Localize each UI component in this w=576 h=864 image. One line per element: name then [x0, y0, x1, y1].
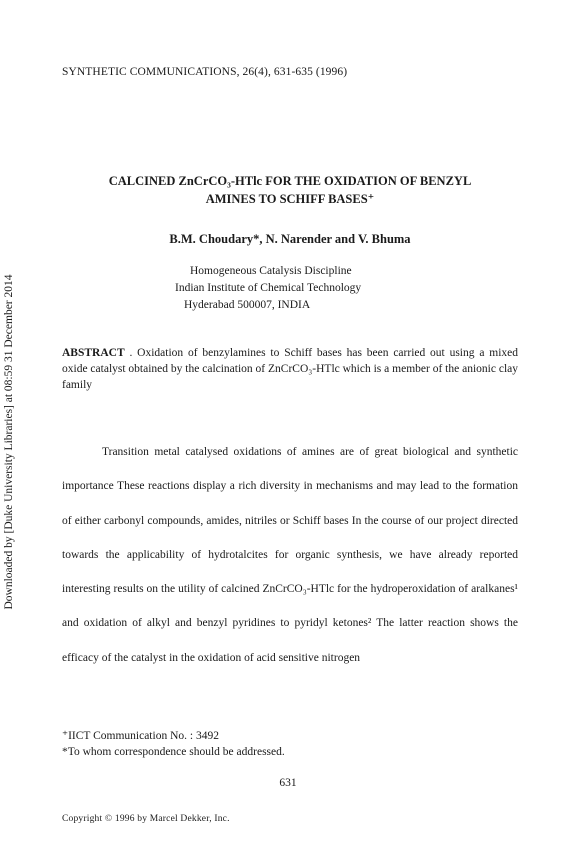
- affiliation-line-2: Indian Institute of Chemical Technology: [175, 282, 362, 294]
- journal-header: SYNTHETIC COMMUNICATIONS, 26(4), 631-635 (1996): [62, 66, 348, 78]
- affiliation-line-1: Homogeneous Catalysis Discipline: [190, 265, 352, 277]
- author-list: B.M. Choudary*, N. Narender and V. Bhuma: [169, 232, 411, 246]
- footnotes: [62, 728, 285, 760]
- paper-title: [60, 172, 520, 208]
- title-line-2: AMINES TO SCHIFF BASES⁺: [205, 192, 375, 206]
- page-number: 631: [279, 777, 297, 789]
- body-paragraph: Transition metal catalysed oxidations of amines are of great biological and synthetic importance These reactions display a rich diversity in mechanisms and may lead to the formation of either carbonyl compounds, amides, nitriles or Schiff bases In the course of our project directed towards the applicability of hydrotalcites for organic synthesis, we have already reported interesting results on the utility of calcined ZnCrCO₃-HTlc for the hydroperoxidation of aralkanes¹ and oxidation of alkyl and benzyl pyridines to pyridyl ketones² The latter reaction shows the efficacy of the catalyst in the oxidation of acid sensitive nitrogen: [62, 446, 518, 664]
- download-notice-sidebar: [2, 242, 16, 642]
- footnote-2: *To whom correspondence should be addressed.: [62, 746, 285, 758]
- copyright-notice: Copyright © 1996 by Marcel Dekker, Inc.: [62, 814, 230, 824]
- abstract-text: . Oxidation of benzylamines to Schiff bases has been carried out using a mixed oxide catalyst obtained by the calcination of ZnCrCO₃-HTlc which is a member of the anionic clay family: [62, 347, 518, 391]
- abstract-label: ABSTRACT: [62, 347, 125, 359]
- abstract: [62, 345, 518, 393]
- body-text: [62, 435, 518, 675]
- footnote-1: ⁺IICT Communication No. : 3492: [62, 730, 219, 742]
- affiliation-line-3: Hyderabad 500007, INDIA: [184, 299, 311, 311]
- download-notice-text: Downloaded by [Duke University Libraries] at 08:59 31 December 2014: [3, 274, 15, 610]
- title-line-1: CALCINED ZnCrCO₃-HTlc FOR THE OXIDATION OF BENZYL: [108, 174, 472, 188]
- affiliation: [175, 263, 361, 314]
